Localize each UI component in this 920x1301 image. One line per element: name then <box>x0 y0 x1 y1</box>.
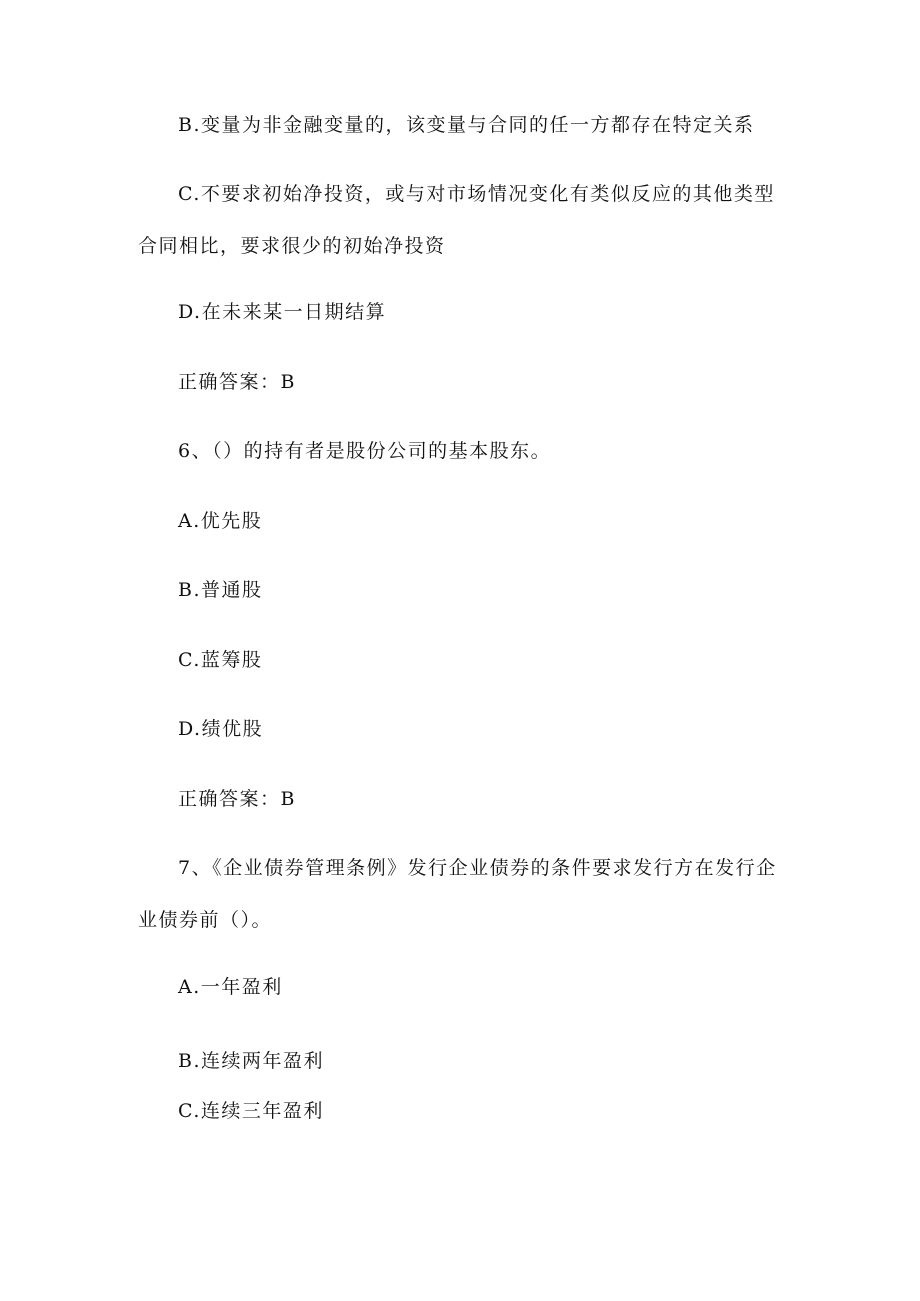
q7-question-line2: 业债券前（）。 <box>138 909 273 931</box>
q6-option-d: D.绩优股 <box>178 718 264 740</box>
q6-option-c: C.蓝筹股 <box>178 649 263 671</box>
q5-option-c-line1: C.不要求初始净投资，或与对市场情况变化有类似反应的其他类型 <box>178 183 775 205</box>
q7-option-a: A.一年盈利 <box>178 976 283 998</box>
q7-option-b: B.连续两年盈利 <box>178 1050 325 1072</box>
q6-answer: 正确答案：B <box>178 788 296 810</box>
q7-question-line1: 7、《企业债券管理条例》发行企业债券的条件要求发行方在发行企 <box>178 857 777 879</box>
q5-option-d: D.在未来某一日期结算 <box>178 301 387 323</box>
q6-option-a: A.优先股 <box>178 510 263 532</box>
q6-question: 6、（）的持有者是股份公司的基本股东。 <box>178 440 552 462</box>
q5-option-b: B.变量为非金融变量的，该变量与合同的任一方都存在特定关系 <box>178 114 755 136</box>
q7-option-c: C.连续三年盈利 <box>178 1100 324 1122</box>
q5-option-c-line2: 合同相比，要求很少的初始净投资 <box>138 235 446 257</box>
q6-option-b: B.普通股 <box>178 579 263 601</box>
q5-answer: 正确答案：B <box>178 371 296 393</box>
